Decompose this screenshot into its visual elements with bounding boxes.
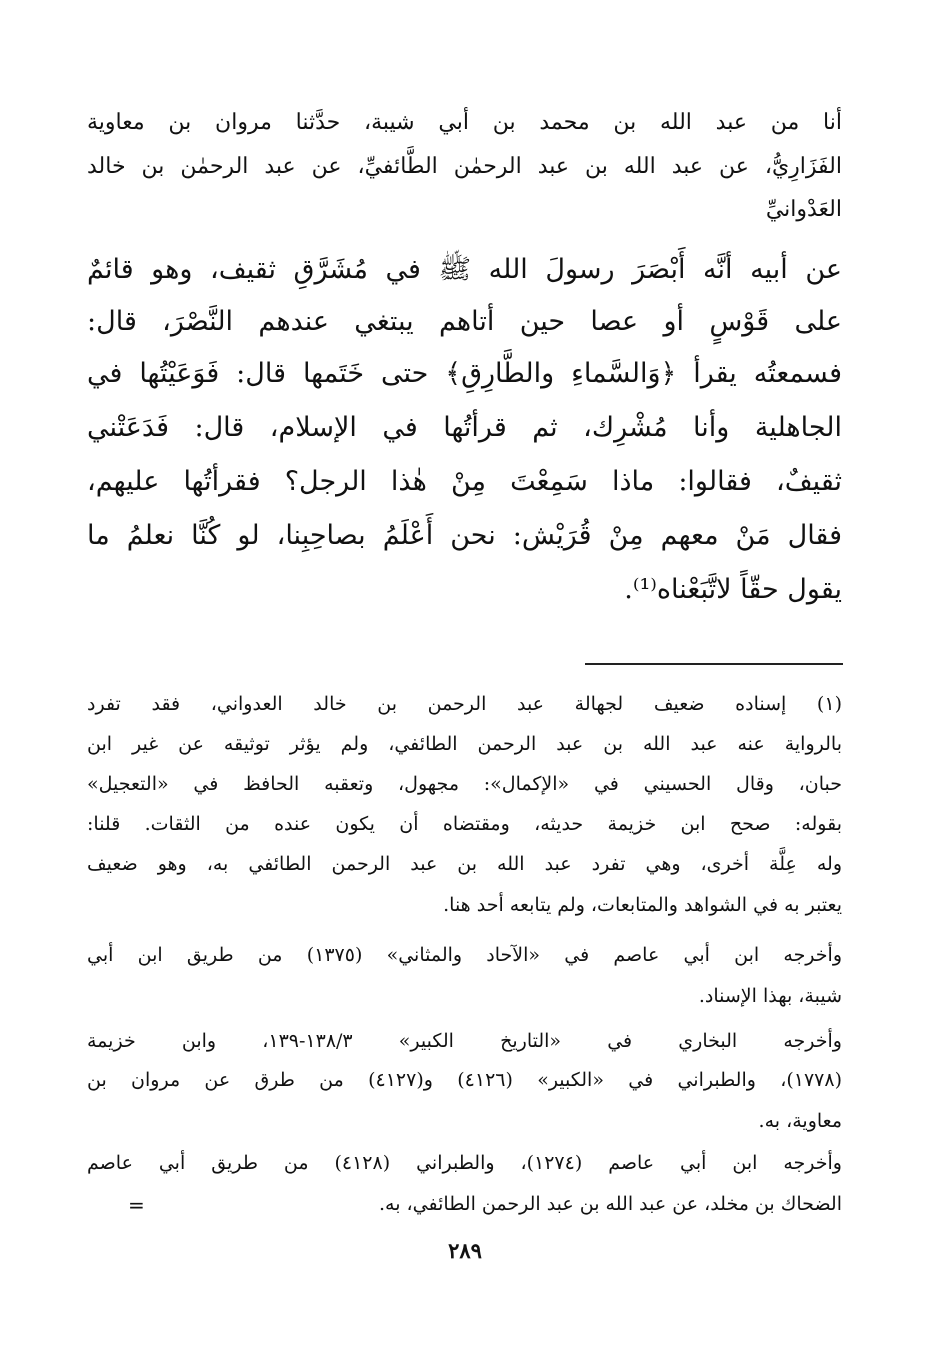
footnote-line: بالرواية عنه عبد الله بن عبد الرحمن الطائفي، ولم يؤثر توثيقه عن غير ابن (87, 733, 842, 755)
footnote-line: معاوية، به. (758, 1110, 842, 1132)
footnote-line: بقوله: صحح ابن خزيمة حديثه، ومقتضاه أن يكون عنده من الثقات. قلنا: (87, 813, 842, 835)
footnote-line: وله عِلَّة أخرى، وهي تفرد عبد الله بن عبد الرحمن الطائفي به، وهو ضعيف (87, 853, 842, 875)
footnote-line: شيبة، بهذا الإسناد. (698, 985, 842, 1007)
footnote-line: وأخرجه البخاري في «التاريخ الكبير» ١٣٨/٣-١٣٩، وابن خزيمة (87, 1030, 842, 1052)
isnad-line: أنا من عبد الله بن محمد بن أبي شيبة، حدَّثنا مروان بن معاوية (87, 110, 842, 135)
footnote-line: حبان، وقال الحسيني في «الإكمال»: مجهول، وتعقبه الحافظ في «التعجيل» (87, 773, 843, 795)
hadith-line: فسمعتُه يقرأ ﴿وَالسَّماءِ والطَّارِقِ﴾ حتى خَتَمها قال: فَوَعَيْتُها في (87, 358, 842, 389)
footnote-line: وأخرجه ابن أبي عاصم (١٢٧٤)، والطبراني (٤١٢٨) من طريق أبي عاصم (87, 1152, 842, 1174)
hadith-line: عن أبيه أنَّه أَبْصَرَ رسولَ الله ﷺ في مُشَرَّقِ ثقيف، وهو قائمٌ (87, 254, 842, 285)
footnote-line: (١٧٧٨)، والطبراني في «الكبير» (٤١٢٦) و(٤١٢٧) من طرق عن مروان بن (87, 1069, 843, 1091)
footnote-line: (١) إسناده ضعيف لجهالة عبد الرحمن بن خالد العدواني، فقد تفرد (87, 693, 842, 715)
footnote-line: وأخرجه ابن أبي عاصم في «الآحاد والمثاني» (١٣٧٥) من طريق ابن أبي (87, 944, 842, 966)
isnad-line: الفَزَارِيُّ، عن عبد الله بن عبد الرحمٰن الطَّائفيِّ، عن عبد الرحمٰن بن خالد (87, 154, 842, 179)
footnote-line: يعتبر به في الشواهد والمتابعات، ولم يتابعه أحد هنا. (443, 894, 842, 916)
continuation-mark: = (128, 1193, 145, 1217)
footnote-line: الضحاك بن مخلد، عن عبد الله بن عبد الرحمن الطائفي، به. (379, 1193, 842, 1215)
hadith-line: الجاهلية وأنا مُشْرِك، ثم قرأتُها في الإسلام، قال: فَدَعَتْني (87, 412, 842, 443)
isnad-line: العَدْوانيِّ (765, 197, 842, 222)
page-number: ٢٨٩ (448, 1238, 482, 1263)
hadith-line: ثقيفٌ، فقالوا: ماذا سَمِعْتَ مِنْ هٰذا الرجل؟ فقرأتُها عليهم، (87, 466, 842, 497)
hadith-line: فقال مَنْ معهم مِنْ قُرَيْش: نحن أَعْلَمُ بصاحِبِنا، لو كُنَّا نعلمُ ما (87, 520, 842, 551)
footnote-divider (585, 663, 843, 665)
hadith-line: يقول حقّاً لاتَّبَعْناه⁽¹⁾. (624, 574, 842, 605)
hadith-line: على قَوْسٍ أو عصا حين أتاهم يبتغي عندهم النَّصْرَ، قال: (87, 306, 842, 337)
